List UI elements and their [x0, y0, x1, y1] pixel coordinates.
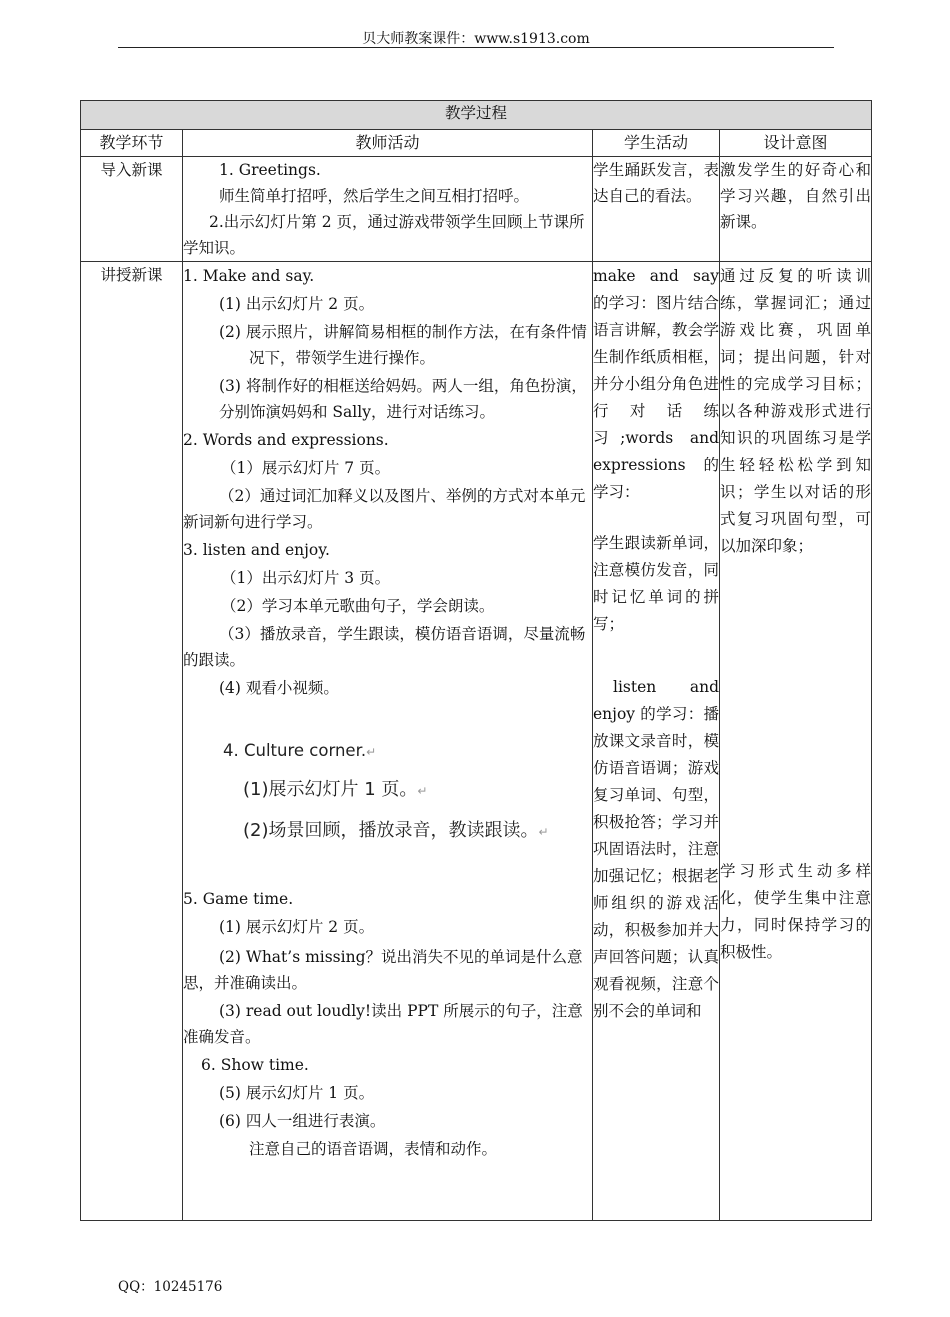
text-line: (3) 将制作好的相框送给妈妈。两人一组，角色扮演，分别饰演妈妈和 Sally，进行对话练习。 — [219, 377, 587, 421]
text-line: (2) What’s missing？说出消失不见的单词是什么意思，并准确读出。 — [183, 948, 583, 992]
stage-new-lesson: 讲授新课 — [81, 262, 183, 1221]
page-footer: QQ：10245176 — [118, 1279, 223, 1295]
text-line: 5. Game time. — [183, 890, 294, 908]
stage-intro: 导入新课 — [81, 157, 183, 262]
design-intent-intro: 激发学生的好奇心和学习兴趣，自然引出新课。 — [720, 157, 872, 262]
text-line: 2. Words and expressions. — [183, 431, 389, 449]
text-line: 注意自己的语音语调，表情和动作。 — [249, 1140, 498, 1158]
text-line: (4) 观看小视频。 — [219, 679, 339, 697]
header-rule — [118, 47, 834, 48]
text-line: 4. Culture corner. — [223, 741, 367, 760]
text-line: 3. listen and enjoy. — [183, 541, 330, 559]
table-title: 教学过程 — [81, 101, 872, 130]
design-intent-new-lesson — [720, 262, 872, 1221]
table-row-new-lesson — [81, 262, 872, 1221]
intent-paragraph: 学习形式生动多样化，使学生集中注意力，同时保持学习的积极性。 — [720, 862, 872, 961]
text-line: (1) 出示幻灯片 2 页。 — [219, 295, 375, 313]
text-line: 师生简单打招呼，然后学生之间互相打招呼。 — [219, 187, 530, 205]
text-line: (3) read out loudly!读出 PPT 所展示的句子，注意准确发音。 — [183, 1002, 583, 1046]
column-header-stage: 教学环节 — [81, 130, 183, 157]
text-line: （3）播放录音，学生跟读，模仿语音语调，尽量流畅的跟读。 — [183, 625, 586, 669]
student-activity-intro: 学生踊跃发言，表达自己的看法。 — [593, 157, 720, 262]
student-paragraph: make and say 的学习：图片结合语言讲解，教会学生制作纸质相框，并分小组分角色进行对话练习;words and expressions 的学习： — [593, 267, 719, 501]
teaching-process-table — [80, 100, 872, 1221]
text-line: (2) 展示照片，讲解简易相框的制作方法，在有条件情况下，带领学生进行操作。 — [219, 323, 587, 367]
text-line: （1）展示幻灯片 7 页。 — [221, 459, 391, 477]
text-line: 1. Greetings. — [219, 161, 321, 179]
text-line: （1）出示幻灯片 3 页。 — [221, 569, 391, 587]
paragraph-mark-icon: ↵ — [417, 784, 428, 798]
column-header-intent: 设计意图 — [720, 130, 872, 157]
text-line: 6. Show time. — [201, 1056, 309, 1074]
culture-corner-image — [183, 733, 592, 852]
text-line: （2）通过词汇加释义以及图片、举例的方式对本单元新词新句进行学习。 — [183, 487, 586, 531]
column-header-teacher: 教师活动 — [183, 130, 593, 157]
student-activity-new-lesson — [593, 262, 720, 1221]
text-line: (1)展示幻灯片 1 页。 — [243, 779, 418, 800]
text-line: 1. Make and say. — [183, 267, 315, 285]
page-header: 贝大师教案课件：www.s1913.com — [362, 31, 590, 47]
column-header-student: 学生活动 — [593, 130, 720, 157]
paragraph-mark-icon: ↵ — [366, 745, 377, 759]
table-row-intro — [81, 157, 872, 262]
text-line: (1) 展示幻灯片 2 页。 — [219, 918, 375, 936]
teacher-activity-new-lesson — [183, 262, 593, 1221]
text-line: （2）学习本单元歌曲句子，学会朗读。 — [221, 597, 495, 615]
paragraph-mark-icon: ↵ — [538, 825, 549, 839]
text-line: 2.出示幻灯片第 2 页，通过游戏带领学生回顾上节课所学知识。 — [183, 213, 585, 257]
student-paragraph: 学生跟读新单词，注意模仿发音，同时记忆单词的拼写； — [593, 534, 719, 633]
text-line: (6) 四人一组进行表演。 — [219, 1112, 386, 1130]
intent-paragraph: 通过反复的听读训练，掌握词汇；通过游戏比赛，巩固单词；提出问题，针对性的完成学习目标；以各种游戏形式进行知识的巩固练习是学生轻轻松松学到知识；学生以对话的形式复习巩固句型，可以加深印象； — [720, 267, 872, 555]
student-paragraph: listen and enjoy 的学习：播放课文录音时，模仿语音语调；游戏复习单词、句型，积极抢答；学习并巩固语法时，注意加强记忆；根据老师组织的游戏活动，积极参加并大声回答问题；认真观看视频，注意个别不会的单词和 — [593, 678, 719, 1020]
text-line: (2)场景回顾，播放录音，教读跟读。 — [243, 820, 539, 841]
teacher-activity-intro — [183, 157, 593, 262]
text-line: (5) 展示幻灯片 1 页。 — [219, 1084, 375, 1102]
